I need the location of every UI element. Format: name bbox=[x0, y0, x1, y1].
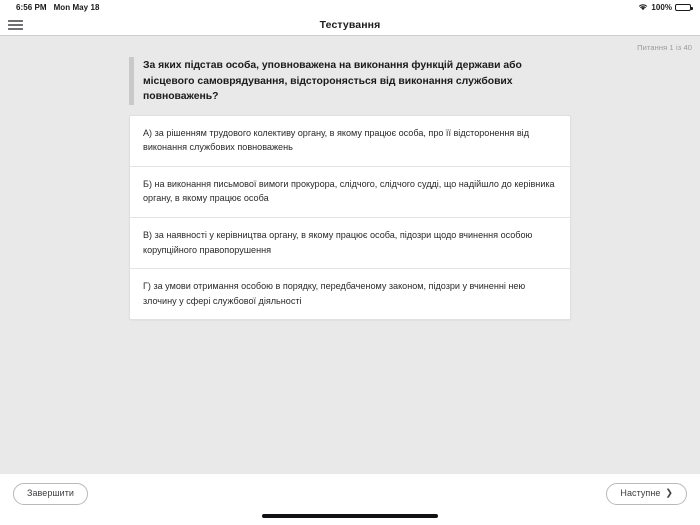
finish-button-label: Завершити bbox=[27, 488, 74, 498]
wifi-icon bbox=[638, 3, 648, 13]
status-bar-right bbox=[638, 3, 691, 13]
finish-button[interactable] bbox=[13, 483, 88, 505]
question-block bbox=[129, 57, 571, 115]
hamburger-menu-icon[interactable] bbox=[7, 18, 24, 32]
battery-percent-label: 100% bbox=[651, 3, 672, 12]
next-button[interactable] bbox=[606, 483, 687, 505]
quiz-area bbox=[129, 57, 571, 320]
menu-line-3 bbox=[8, 28, 23, 30]
answer-option-a[interactable]: А) за рішенням трудового колективу органу, в якому працює особа, про її відсторонення від виконання службових повноважень bbox=[130, 116, 570, 167]
app-header bbox=[0, 15, 700, 36]
answer-option-c[interactable]: В) за наявності у керівництва органу, в якому працює особа, підозри щодо вчинення особою корупційного правопорушення bbox=[130, 218, 570, 269]
status-bar bbox=[0, 0, 700, 15]
status-time: 6:56 PM bbox=[16, 3, 47, 12]
status-date: Mon May 18 bbox=[53, 3, 100, 12]
answer-list bbox=[129, 115, 571, 320]
bottom-toolbar bbox=[0, 474, 700, 525]
answer-option-d[interactable]: Г) за умови отримання особою в порядку, передбаченому законом, підозри у вчиненні нею злочину у сфері службової діяльності bbox=[143, 281, 526, 306]
menu-line-2 bbox=[8, 24, 23, 26]
question-counter: Питання 1 із 40 bbox=[637, 43, 692, 52]
next-button-label: Наступне bbox=[620, 488, 661, 498]
status-bar-left bbox=[16, 3, 99, 12]
menu-line-1 bbox=[8, 20, 23, 22]
battery-icon bbox=[675, 4, 691, 12]
home-indicator bbox=[262, 514, 438, 518]
question-text: За яких підстав особа, уповноважена на виконання функцій держави або місцевого самоврядування, відсторонясться від виконання службових повноважень? bbox=[143, 60, 522, 103]
question-accent-bar bbox=[129, 57, 134, 105]
answer-option-b[interactable]: Б) на виконання письмової вимоги прокурора, слідчого, слідчого судді, що надійшло до керівника органу, в якому працює особа bbox=[130, 167, 570, 218]
page-title: Тестування bbox=[319, 19, 381, 31]
chevron-right-icon: ❯ bbox=[665, 487, 673, 498]
main-content bbox=[0, 36, 700, 474]
